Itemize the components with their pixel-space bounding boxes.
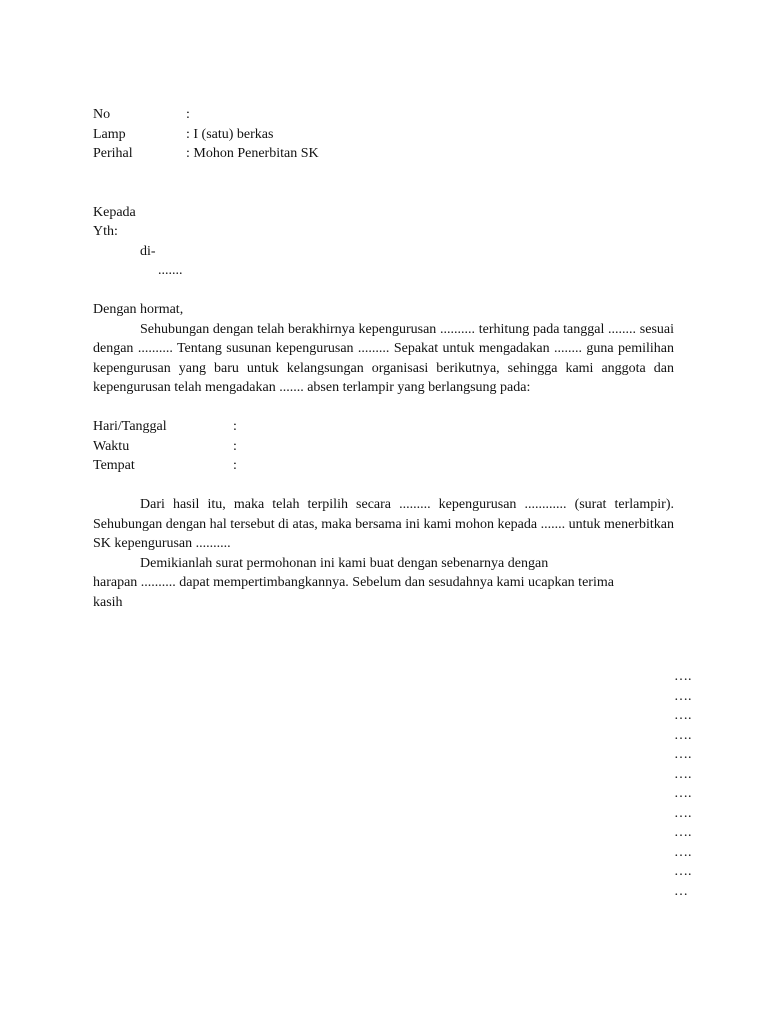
perihal-row xyxy=(93,144,674,164)
waktu-value: : xyxy=(233,438,237,454)
signature-dots: …. xyxy=(674,688,692,704)
recipient-kepada: Kepada xyxy=(93,204,136,220)
schedule-waktu-row xyxy=(93,437,674,457)
schedule-tempat-row xyxy=(93,456,674,476)
tempat-label: Tempat xyxy=(93,458,135,473)
greeting: Dengan hormat, xyxy=(93,302,184,317)
paragraph-3-line-1: Demikianlah surat permohonan ini kami buat dengan sebenarnya dengan xyxy=(140,555,549,571)
recipient-yth: Yth: xyxy=(93,224,118,239)
no-value: : xyxy=(186,107,190,122)
paragraph-2: Dari hasil itu, maka telah terpilih secara ......... kepengurusan ............ (surat terlampir). Sehubungan dengan hal tersebut di atas, maka bersama ini kami mohon kepada ....... untuk menerbitkan SK kepengurusan .......... xyxy=(93,497,674,551)
signature-dots: …. xyxy=(674,825,692,840)
hari-label: Hari/Tanggal xyxy=(93,419,167,434)
recipient-di: di- xyxy=(140,243,156,259)
paragraph-3-line-2: harapan .......... dapat mempertimbangkannya. Sebelum dan sesudahnya kami ucapkan terima xyxy=(93,575,614,590)
spacer xyxy=(93,164,674,203)
tempat-value: : xyxy=(233,458,237,473)
lamp-row xyxy=(93,125,674,145)
spacer xyxy=(93,398,674,418)
signature-dots: …. xyxy=(674,805,692,821)
spacer xyxy=(93,281,674,301)
lamp-value: : I (satu) berkas xyxy=(186,126,274,142)
perihal-value: : Mohon Penerbitan SK xyxy=(186,146,319,161)
paragraph-3-line-3: kasih xyxy=(93,594,123,610)
signature-dots: …. xyxy=(674,844,692,860)
perihal-label: Perihal xyxy=(93,146,133,161)
hari-value: : xyxy=(233,419,237,434)
paragraph-1: Sehubungan dengan telah berakhirnya kepengurusan .......... terhitung pada tanggal ........ sesuai dengan .......... Tentang susunan kepengurusan ......... Sepakat untuk mengadakan ........ guna pemilihan kepengurusan yang baru untuk kelangsungan organisasi berikutnya, sehingga kami anggota dan kepengurusan telah mengadakan ....... absen terlampir yang berlangsung pada: xyxy=(93,321,674,395)
signature-dots: …. xyxy=(674,747,692,762)
signature-dots: …. xyxy=(674,766,692,782)
letter-body xyxy=(93,105,674,612)
recipient-place: ....... xyxy=(158,263,183,278)
spacer xyxy=(93,476,674,496)
waktu-label: Waktu xyxy=(93,438,130,454)
signature-dots: … xyxy=(674,883,688,899)
signature-block xyxy=(674,667,692,901)
signature-dots: …. xyxy=(674,727,692,743)
signature-dots: …. xyxy=(674,864,692,879)
signature-dots: …. xyxy=(674,786,692,801)
no-label: No xyxy=(93,107,111,122)
signature-dots: …. xyxy=(674,708,692,723)
no-row xyxy=(93,105,674,125)
signature-dots: …. xyxy=(674,669,692,684)
lamp-label: Lamp xyxy=(93,126,126,142)
schedule-hari-row xyxy=(93,417,674,437)
